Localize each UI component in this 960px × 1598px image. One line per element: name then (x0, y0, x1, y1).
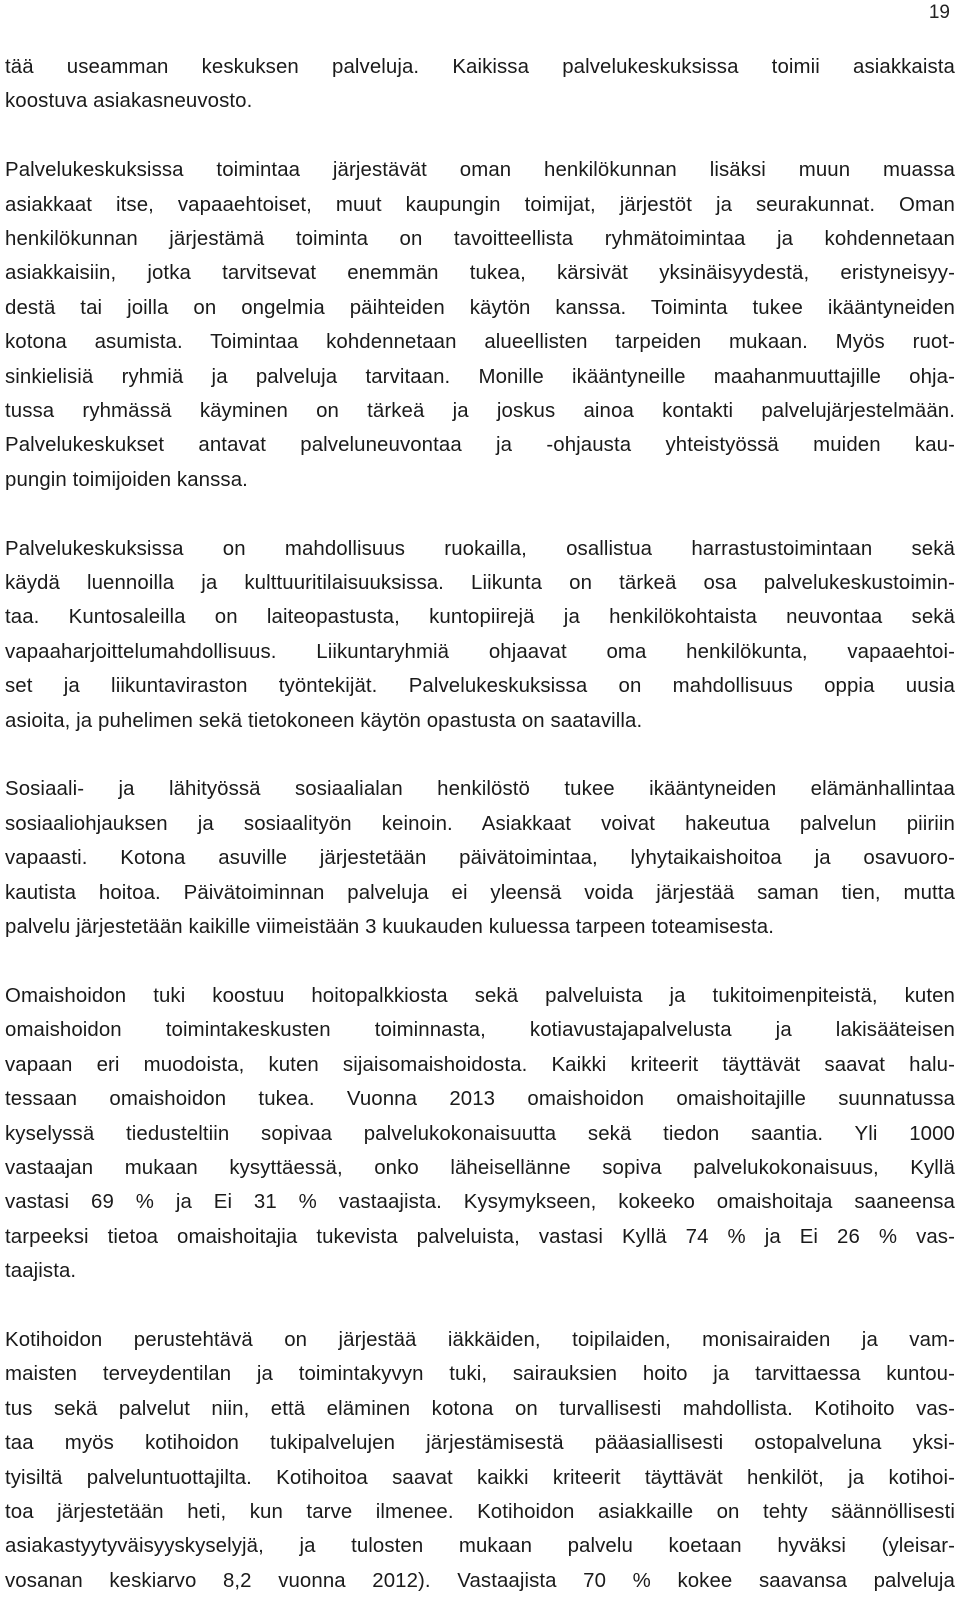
text-line: maisten terveydentilan ja toimintakyvyn tuki, sairauksien hoito ja tarvittaessa kuntou- (5, 1363, 955, 1386)
text-line: asiakastyytyväisyyskyselyjä, ja tulosten mukaan palvelu koetaan hyväksi (yleisar- (5, 1535, 955, 1558)
paragraph-informal-care-support (5, 979, 955, 1289)
text-line: palvelu järjestetään kaikille viimeistään 3 kuukauden kuluessa tarpeen toteamisesta. (5, 916, 774, 939)
paragraph-social-work (5, 772, 955, 944)
text-line: toa järjestetään heti, kun tarve ilmenee. Kotihoidon asiakkaille on tehty säännöllisesti (5, 1500, 955, 1523)
text-line: vastasi 69 % ja Ei 31 % vastaajista. Kysymykseen, kokeeko omaishoitaja saaneensa (5, 1191, 955, 1214)
text-line: Kotihoidon perustehtävä on järjestää iäkkäiden, toipilaiden, monisairaiden ja vam- (5, 1328, 955, 1351)
text-line: vapaasti. Kotona asuville järjestetään päivätoimintaa, lyhytaikaishoitoa ja osavuoro- (5, 847, 955, 870)
paragraph-service-centre-activities (5, 153, 955, 497)
text-line: set ja liikuntaviraston työntekijät. Palvelukeskuksissa on mahdollisuus oppia uusia (5, 675, 955, 698)
text-line: vastaajan mukaan kysyttäessä, onko läheisellänne sopiva palvelukokonaisuus, Kyllä (5, 1156, 955, 1179)
paragraph-council (5, 50, 955, 119)
text-line: vosanan keskiarvo 8,2 vuonna 2012). Vastaajista 70 % kokee saavansa palveluja (5, 1569, 955, 1592)
text-line: tussa ryhmässä käyminen on tärkeä ja joskus ainoa kontakti palvelujärjestelmään. (5, 400, 955, 423)
text-line: Sosiaali- ja lähityössä sosiaalialan henkilöstö tukee ikääntyneiden elämänhallintaa (5, 778, 955, 801)
text-line: Palvelukeskukset antavat palveluneuvontaa ja -ohjausta yhteistyössä muiden kau- (5, 434, 955, 457)
text-line: taa myös kotihoidon tukipalvelujen järjestämisestä pääasiallisesti ostopalveluna yksi- (5, 1432, 955, 1455)
text-line: destä tai joilla on ongelmia päihteiden käytön kanssa. Toiminta tukee ikääntyneiden (5, 296, 955, 319)
text-line: kotona asumista. Toimintaa kohdennetaan alueellisten tarpeiden mukaan. Myös ruot- (5, 331, 955, 354)
text-line: henkilökunnan järjestämä toiminta on tavoitteellista ryhmätoimintaa ja kohdennetaan (5, 228, 955, 251)
text-line: koostuva asiakasneuvosto. (5, 90, 253, 113)
text-line: asiakkaisiin, jotka tarvitsevat enemmän tukea, kärsivät yksinäisyydestä, eristyneisyy- (5, 262, 955, 285)
page-number: 19 (928, 2, 950, 23)
text-line: vapaaharjoittelumahdollisuus. Liikuntaryhmiä ohjaavat oma henkilökunta, vapaaehtoi- (5, 640, 955, 663)
paragraph-home-care (5, 1323, 955, 1598)
text-line: omaishoidon toimintakeskusten toiminnasta, kotiavustajapalvelusta ja lakisääteisen (5, 1019, 955, 1042)
text-line: tää useamman keskuksen palveluja. Kaikissa palvelukeskuksissa toimii asiakkaista (5, 56, 955, 78)
text-line: tarpeeksi tietoa omaishoitajia tukevista palveluista, vastasi Kyllä 74 % ja Ei 26 % vas- (5, 1225, 955, 1248)
text-line: asioita, ja puhelimen sekä tietokoneen käytön opastusta on saatavilla. (5, 709, 643, 732)
text-line: sinkielisiä ryhmiä ja palveluja tarvitaan. Monille ikääntyneille maahanmuuttajille ohja- (5, 365, 955, 388)
text-line: Palvelukeskuksissa on mahdollisuus ruokailla, osallistua harrastustoimintaan sekä (5, 537, 955, 560)
text-line: pungin toimijoiden kanssa. (5, 468, 248, 491)
text-line: kautista hoitoa. Päivätoiminnan palveluja ei yleensä voida järjestää saman tien, mutta (5, 881, 955, 904)
text-line: vapaan eri muodoista, kuten sijaisomaishoidosta. Kaikki kriteerit täyttävät saavat halu- (5, 1053, 955, 1076)
text-line: sosiaaliohjauksen ja sosiaalityön keinoin. Asiakkaat voivat hakeutua palvelun piiriin (5, 812, 955, 835)
text-line: käydä luennoilla ja kulttuuritilaisuuksissa. Liikunta on tärkeä osa palvelukeskustoimin- (5, 572, 955, 595)
text-line: tus sekä palvelut niin, että eläminen kotona on turvallisesti mahdollista. Kotihoito vas- (5, 1397, 955, 1420)
text-line: Palvelukeskuksissa toimintaa järjestävät oman henkilökunnan lisäksi muun muassa (5, 159, 955, 182)
text-line: asiakkaat itse, vapaaehtoiset, muut kaupungin toimijat, järjestöt ja seurakunnat. Oman (5, 193, 955, 216)
text-line: tyisiltä palveluntuottajilta. Kotihoitoa saavat kaikki kriteerit täyttävät henkilöt, ja kotihoi- (5, 1466, 955, 1489)
text-line: taajista. (5, 1260, 77, 1283)
document-body (5, 50, 955, 1598)
text-line: tessaan omaishoidon tukea. Vuonna 2013 omaishoidon omaishoitajille suunnatussa (5, 1088, 955, 1111)
text-line: taa. Kuntosaleilla on laiteopastusta, kuntopiirejä ja henkilökohtaista neuvontaa sekä (5, 606, 955, 629)
text-line: kyselyssä tiedusteltiin sopivaa palvelukokonaisuutta sekä tiedon saantia. Yli 1000 (5, 1122, 955, 1145)
paragraph-dining-and-exercise (5, 532, 955, 738)
text-line: Omaishoidon tuki koostuu hoitopalkkiosta sekä palveluista ja tukitoimenpiteistä, kuten (5, 984, 955, 1007)
